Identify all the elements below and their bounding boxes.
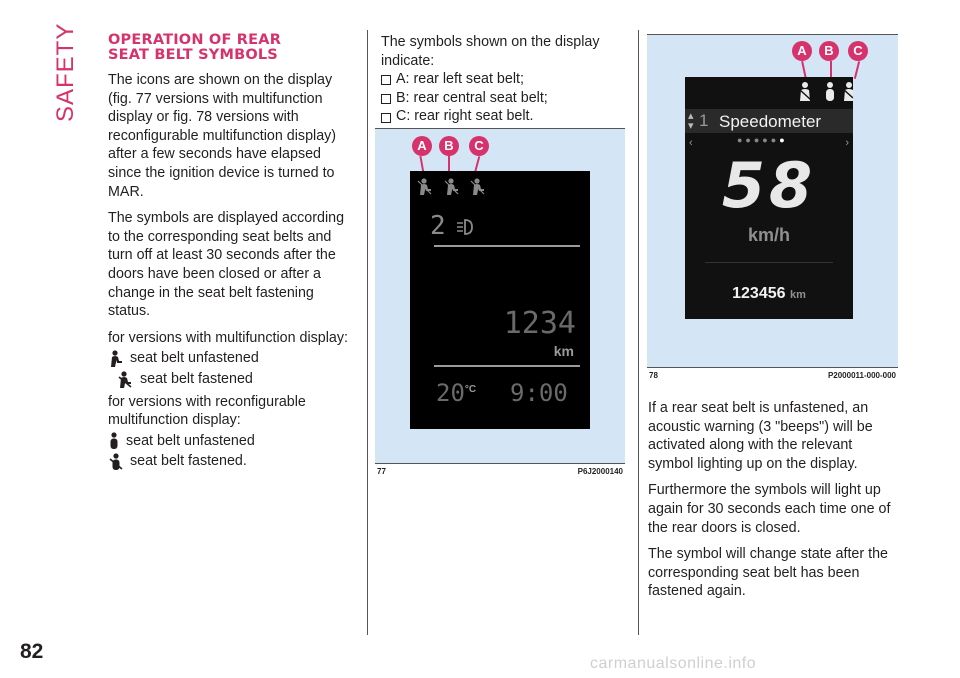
- figure-78: [647, 34, 898, 382]
- paragraph: for versions with reconfigurable multifunction display:: [108, 393, 306, 429]
- display-seat-belt-icons: [410, 171, 590, 211]
- figure-code: P6J2000140: [577, 466, 623, 476]
- callout-a: A: [792, 41, 812, 61]
- rear-left-seat-belt-icon: [418, 178, 431, 195]
- figure-code: P2000011-000-000: [827, 370, 896, 380]
- paragraph: The symbols shown on the display indicate:: [381, 34, 600, 69]
- gear-indicator: 2: [430, 211, 444, 241]
- reconfigurable-display: [685, 77, 853, 319]
- chevron-left-icon: ‹: [689, 137, 693, 149]
- heading-line-2: SEAT BELT SYMBOLS: [108, 47, 278, 63]
- menu-index: 1: [699, 111, 709, 130]
- callout-b: B: [439, 136, 459, 156]
- display-separator: [434, 365, 580, 367]
- menu-title: Speedometer: [719, 112, 822, 131]
- multifunction-display: [410, 171, 590, 429]
- symbol-row: [108, 349, 358, 368]
- symbol-row: [108, 370, 358, 389]
- figure-caption: [647, 367, 898, 382]
- callout-c: C: [848, 41, 868, 61]
- list-item-label: C: rear right seat belt.: [396, 108, 534, 125]
- odometer: [685, 285, 853, 303]
- figure-number: 78: [649, 370, 658, 380]
- left-column: [108, 33, 358, 473]
- checkbox-bullet-icon: [381, 113, 391, 123]
- section-heading: [108, 33, 358, 63]
- rear-right-seat-belt-icon: [471, 178, 484, 195]
- paragraph: The icons are shown on the display (fig. 77 versions with multifunction display or fig. 78 versions with reconfigurable multifunction display) after a few seconds have elapsed since the ignition device is turned to MAR.: [108, 72, 337, 200]
- paragraph: The symbols are displayed according to the corresponding seat belts and turn off at least 30 seconds after the doors have been closed or after a change in the seat belt fastening status.: [108, 210, 345, 320]
- callout-c: C: [469, 136, 489, 156]
- display-separator: [434, 245, 580, 247]
- page-dot-active: ●: [779, 135, 788, 145]
- headlight-icon: [455, 217, 475, 237]
- speed-unit: km/h: [747, 225, 790, 245]
- display-separator: [705, 262, 833, 263]
- paragraph: If a rear seat belt is unfastened, an acoustic warning (3 "beeps") will be activated along with the relevant symbol lighting up on the display.: [648, 400, 873, 472]
- symbol-label: seat belt unfastened: [126, 432, 255, 449]
- outside-temperature: [436, 379, 476, 407]
- rear-central-seat-belt-icon: [445, 178, 458, 195]
- odometer-unit: km: [553, 343, 574, 359]
- rear-central-seat-belt-icon: [826, 82, 834, 101]
- checkbox-bullet-icon: [381, 94, 391, 104]
- odometer-value: 1234: [503, 306, 576, 341]
- speed-value: 58: [721, 149, 817, 222]
- seat-belt-fastened-icon: [116, 371, 134, 389]
- right-column: [648, 399, 900, 609]
- seat-belt-unfastened-icon: [108, 350, 124, 368]
- temperature-value: 20: [436, 379, 465, 407]
- figure-caption: [375, 463, 625, 478]
- watermark: carmanualsonline.info: [590, 655, 757, 672]
- list-item-label: A: rear left seat belt;: [396, 71, 524, 88]
- callout-b: B: [819, 41, 839, 61]
- seat-belt-unfastened-icon: [108, 432, 120, 450]
- list-item: [381, 70, 631, 89]
- figure-number: 77: [377, 466, 386, 476]
- chevron-right-icon: ›: [845, 137, 849, 149]
- paragraph: for versions with multifunction display:: [108, 329, 348, 346]
- column-divider-right: [638, 30, 639, 635]
- odometer-unit: km: [789, 289, 806, 301]
- page-dots: ●●●●●●: [737, 135, 788, 145]
- section-tab-label: SAFETY: [52, 22, 79, 122]
- temperature-unit: °C: [464, 384, 477, 395]
- odometer-value: 123456: [732, 285, 786, 302]
- section-tab: [44, 18, 84, 128]
- symbol-label: seat belt unfastened: [130, 350, 259, 367]
- paragraph: Furthermore the symbols will light up again for 30 seconds each time one of the rear doors is closed.: [648, 482, 891, 536]
- list-item-label: B: rear central seat belt;: [396, 89, 548, 106]
- page-number: 82: [20, 640, 44, 663]
- paragraph: The symbol will change state after the corresponding seat belt has been fastened again.: [648, 546, 888, 600]
- menu-scroll-icon: ▴ ▾: [688, 110, 694, 132]
- heading-line-1: OPERATION OF REAR: [108, 32, 282, 48]
- figure-77: [375, 128, 625, 478]
- column-divider-left: [367, 30, 368, 635]
- list-item: [381, 89, 631, 108]
- clock: 9:00: [510, 379, 568, 407]
- symbol-label: seat belt fastened.: [130, 453, 247, 470]
- display-seat-belt-icons: [685, 77, 853, 107]
- list-item: [381, 107, 631, 126]
- symbol-row: [108, 452, 358, 471]
- callout-a: A: [412, 136, 432, 156]
- symbol-label: seat belt fastened: [140, 370, 253, 387]
- callout-line: [854, 61, 860, 79]
- middle-column: [381, 33, 631, 126]
- rear-right-seat-belt-icon: [843, 82, 853, 101]
- symbol-row: [108, 432, 358, 451]
- checkbox-bullet-icon: [381, 75, 391, 85]
- seat-belt-fastened-icon: [108, 453, 124, 471]
- rear-left-seat-belt-icon: [799, 82, 811, 101]
